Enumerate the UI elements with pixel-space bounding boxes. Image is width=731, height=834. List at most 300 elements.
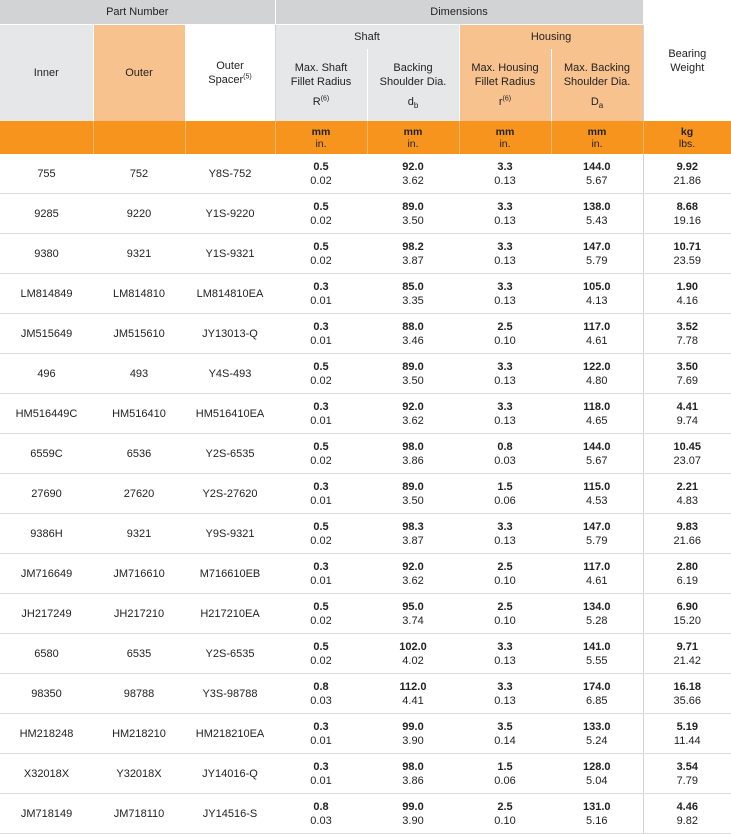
bearing-weight-cell bbox=[643, 634, 731, 674]
housing-fillet-cell-imperial: 0.13 bbox=[494, 654, 516, 667]
outer-spacer-header bbox=[185, 25, 275, 122]
housing-backing-cell-metric: 115.0 bbox=[583, 480, 611, 493]
bearing-weight-cell bbox=[643, 274, 731, 314]
outer-part-cell: JM515610 bbox=[93, 314, 185, 354]
bearing-weight-cell-metric: 2.21 bbox=[676, 480, 698, 493]
outer-spacer-cell: JY14516-S bbox=[185, 794, 275, 834]
housing-fillet-cell-metric: 2.5 bbox=[497, 600, 513, 613]
bearing-weight-label-1: Bearing bbox=[668, 47, 707, 60]
outer-spacer-cell: JY14016-Q bbox=[185, 754, 275, 794]
shaft-fillet-cell bbox=[275, 514, 367, 554]
housing-backing-cell-imperial: 4.61 bbox=[586, 334, 608, 347]
shaft-backing-symbol: d bbox=[407, 96, 414, 108]
housing-fillet-cell-imperial: 0.13 bbox=[494, 174, 516, 187]
housing-backing-cell-metric: 138.0 bbox=[583, 200, 611, 213]
outer-part-cell: 6535 bbox=[93, 634, 185, 674]
shaft-backing-cell-metric: 85.0 bbox=[402, 280, 424, 293]
bearing-weight-cell-imperial: 15.20 bbox=[673, 614, 702, 627]
housing-backing-cell-imperial: 5.43 bbox=[586, 214, 608, 227]
shaft-backing-cell-imperial: 3.50 bbox=[402, 374, 424, 387]
housing-fillet-header bbox=[459, 49, 551, 121]
outer-spacer-note: (5) bbox=[243, 73, 252, 81]
shaft-backing-cell-metric: 99.0 bbox=[402, 800, 424, 813]
bearing-weight-cell bbox=[643, 154, 731, 194]
shaft-fillet-note: (6) bbox=[320, 95, 330, 103]
housing-backing-cell-imperial: 5.24 bbox=[586, 734, 608, 747]
housing-fillet-label-2: Fillet Radius bbox=[474, 76, 536, 88]
housing-fillet-cell-imperial: 0.10 bbox=[494, 814, 516, 827]
shaft-backing-cell-imperial: 3.35 bbox=[402, 294, 424, 307]
housing-fillet-cell-metric: 3.3 bbox=[497, 400, 513, 413]
shaft-fillet-cell-imperial: 0.02 bbox=[310, 374, 332, 387]
inner-header: Inner bbox=[0, 25, 93, 122]
housing-backing-cell-imperial: 5.79 bbox=[586, 534, 608, 547]
table-row bbox=[0, 554, 731, 594]
housing-fillet-cell-metric: 3.3 bbox=[497, 200, 513, 213]
outer-spacer-cell: HM516410EA bbox=[185, 394, 275, 434]
housing-fillet-cell-imperial: 0.10 bbox=[494, 614, 516, 627]
housing-fillet-note: (6) bbox=[502, 95, 512, 103]
inner-part-cell: 6580 bbox=[0, 634, 93, 674]
units-inner bbox=[0, 121, 93, 154]
shaft-backing-cell-metric: 99.0 bbox=[402, 720, 424, 733]
housing-fillet-cell-imperial: 0.14 bbox=[494, 734, 516, 747]
table-row bbox=[0, 714, 731, 754]
housing-backing-cell bbox=[551, 634, 643, 674]
inner-part-cell: 98350 bbox=[0, 674, 93, 714]
housing-backing-sub: a bbox=[598, 101, 604, 111]
bearing-weight-cell bbox=[643, 514, 731, 554]
bearing-weight-cell bbox=[643, 354, 731, 394]
bearing-weight-cell bbox=[643, 594, 731, 634]
bearing-weight-cell-imperial: 7.78 bbox=[676, 334, 698, 347]
table-row bbox=[0, 354, 731, 394]
shaft-backing-cell-metric: 98.0 bbox=[402, 760, 424, 773]
housing-fillet-cell bbox=[459, 754, 551, 794]
outer-spacer-label-2: Spacer bbox=[208, 74, 244, 86]
housing-fillet-cell bbox=[459, 194, 551, 234]
bearing-weight-cell-imperial: 21.86 bbox=[673, 174, 702, 187]
table-row bbox=[0, 794, 731, 834]
housing-fillet-cell-metric: 3.3 bbox=[497, 680, 513, 693]
table-row bbox=[0, 434, 731, 474]
table-row bbox=[0, 474, 731, 514]
housing-backing-cell bbox=[551, 234, 643, 274]
housing-backing-cell-imperial: 5.79 bbox=[586, 254, 608, 267]
housing-backing-cell-imperial: 5.28 bbox=[586, 614, 608, 627]
shaft-backing-cell-metric: 89.0 bbox=[402, 200, 424, 213]
outer-part-cell: 493 bbox=[93, 354, 185, 394]
bearing-weight-cell-metric: 4.46 bbox=[676, 800, 698, 813]
units-row bbox=[0, 121, 731, 154]
shaft-backing-cell-imperial: 3.62 bbox=[402, 414, 424, 427]
housing-fillet-cell-metric: 3.3 bbox=[497, 160, 513, 173]
shaft-backing-cell bbox=[367, 794, 459, 834]
housing-backing-label-1: Max. Backing bbox=[564, 62, 631, 74]
housing-backing-cell-metric: 134.0 bbox=[583, 600, 611, 613]
shaft-fillet-cell-imperial: 0.03 bbox=[310, 814, 332, 827]
housing-backing-cell-metric: 105.0 bbox=[583, 280, 611, 293]
shaft-fillet-cell-metric: 0.3 bbox=[313, 280, 329, 293]
outer-spacer-cell: JY13013-Q bbox=[185, 314, 275, 354]
housing-fillet-cell bbox=[459, 554, 551, 594]
bearing-weight-cell bbox=[643, 674, 731, 714]
housing-backing-cell-imperial: 4.80 bbox=[586, 374, 608, 387]
table-row bbox=[0, 274, 731, 314]
inner-part-cell: JM515649 bbox=[0, 314, 93, 354]
housing-fillet-cell-imperial: 0.13 bbox=[494, 254, 516, 267]
outer-header: Outer bbox=[93, 25, 185, 122]
bearing-weight-cell bbox=[643, 794, 731, 834]
housing-fillet-cell-imperial: 0.06 bbox=[494, 774, 516, 787]
shaft-fillet-cell-imperial: 0.01 bbox=[310, 334, 332, 347]
housing-fillet-cell bbox=[459, 154, 551, 194]
bearing-weight-cell-imperial: 4.83 bbox=[676, 494, 698, 507]
housing-backing-cell bbox=[551, 794, 643, 834]
outer-part-cell: HM218210 bbox=[93, 714, 185, 754]
shaft-backing-cell bbox=[367, 474, 459, 514]
bearing-weight-cell bbox=[643, 234, 731, 274]
shaft-fillet-cell bbox=[275, 674, 367, 714]
outer-spacer-cell: H217210EA bbox=[185, 594, 275, 634]
bearing-weight-cell-metric: 3.52 bbox=[676, 320, 698, 333]
table-row bbox=[0, 394, 731, 434]
shaft-fillet-cell bbox=[275, 314, 367, 354]
housing-fillet-cell-imperial: 0.03 bbox=[494, 454, 516, 467]
shaft-backing-cell-imperial: 3.87 bbox=[402, 534, 424, 547]
bearing-weight-cell-imperial: 23.07 bbox=[673, 454, 702, 467]
shaft-fillet-cell bbox=[275, 194, 367, 234]
shaft-fillet-cell-metric: 0.5 bbox=[313, 600, 329, 613]
outer-spacer-cell: Y1S-9220 bbox=[185, 194, 275, 234]
housing-fillet-cell bbox=[459, 274, 551, 314]
housing-backing-cell-metric: 141.0 bbox=[583, 640, 611, 653]
bearing-weight-cell-imperial: 4.16 bbox=[676, 294, 698, 307]
shaft-backing-cell bbox=[367, 234, 459, 274]
housing-backing-cell-imperial: 6.85 bbox=[586, 694, 608, 707]
shaft-backing-cell-imperial: 3.86 bbox=[402, 454, 424, 467]
outer-part-cell: Y32018X bbox=[93, 754, 185, 794]
bearing-weight-cell bbox=[643, 554, 731, 594]
outer-part-cell: JM716610 bbox=[93, 554, 185, 594]
housing-fillet-cell-imperial: 0.13 bbox=[494, 694, 516, 707]
inner-part-cell: 9380 bbox=[0, 234, 93, 274]
table-row bbox=[0, 674, 731, 714]
shaft-fillet-cell-imperial: 0.01 bbox=[310, 294, 332, 307]
shaft-fillet-cell bbox=[275, 394, 367, 434]
housing-fillet-cell bbox=[459, 314, 551, 354]
inner-part-cell: HM516449C bbox=[0, 394, 93, 434]
housing-backing-cell-metric: 144.0 bbox=[583, 440, 611, 453]
housing-backing-cell-imperial: 5.16 bbox=[586, 814, 608, 827]
shaft-backing-cell-metric: 89.0 bbox=[402, 360, 424, 373]
shaft-backing-cell-metric: 92.0 bbox=[402, 560, 424, 573]
shaft-backing-cell bbox=[367, 154, 459, 194]
housing-fillet-cell bbox=[459, 634, 551, 674]
housing-backing-cell bbox=[551, 314, 643, 354]
housing-fillet-cell-imperial: 0.13 bbox=[494, 534, 516, 547]
housing-backing-cell-metric: 117.0 bbox=[583, 320, 611, 333]
outer-part-cell: 9321 bbox=[93, 234, 185, 274]
housing-fillet-cell-metric: 2.5 bbox=[497, 560, 513, 573]
inner-part-cell: 27690 bbox=[0, 474, 93, 514]
housing-backing-cell-metric: 147.0 bbox=[583, 240, 611, 253]
inner-part-cell: 6559C bbox=[0, 434, 93, 474]
outer-spacer-cell: Y4S-493 bbox=[185, 354, 275, 394]
outer-spacer-cell: Y2S-27620 bbox=[185, 474, 275, 514]
outer-part-cell: JM718110 bbox=[93, 794, 185, 834]
shaft-backing-cell-imperial: 3.74 bbox=[402, 614, 424, 627]
outer-spacer-cell: HM218210EA bbox=[185, 714, 275, 754]
housing-backing-cell-imperial: 4.65 bbox=[586, 414, 608, 427]
housing-fillet-cell-imperial: 0.13 bbox=[494, 374, 516, 387]
inner-part-cell: JM718149 bbox=[0, 794, 93, 834]
shaft-backing-cell-metric: 92.0 bbox=[402, 160, 424, 173]
outer-part-cell: 9220 bbox=[93, 194, 185, 234]
units-outer bbox=[93, 121, 185, 154]
shaft-fillet-cell bbox=[275, 714, 367, 754]
housing-backing-cell-imperial: 5.04 bbox=[586, 774, 608, 787]
shaft-backing-cell bbox=[367, 754, 459, 794]
dimensions-header: Dimensions bbox=[275, 0, 643, 25]
housing-backing-cell bbox=[551, 714, 643, 754]
shaft-fillet-cell bbox=[275, 434, 367, 474]
shaft-fillet-cell bbox=[275, 234, 367, 274]
housing-fillet-cell-imperial: 0.10 bbox=[494, 574, 516, 587]
shaft-backing-cell bbox=[367, 194, 459, 234]
housing-backing-cell-metric: 118.0 bbox=[583, 400, 611, 413]
housing-fillet-cell-metric: 3.3 bbox=[497, 280, 513, 293]
shaft-fillet-cell bbox=[275, 794, 367, 834]
housing-fillet-label-1: Max. Housing bbox=[471, 62, 539, 74]
housing-fillet-cell-imperial: 0.10 bbox=[494, 334, 516, 347]
outer-spacer-cell: Y2S-6535 bbox=[185, 634, 275, 674]
shaft-backing-label-2: Shoulder Dia. bbox=[379, 76, 447, 88]
units-housing-fillet: mm in. bbox=[459, 121, 551, 154]
outer-part-cell: 27620 bbox=[93, 474, 185, 514]
housing-header: Housing bbox=[459, 25, 643, 50]
inner-part-cell: X32018X bbox=[0, 754, 93, 794]
shaft-backing-cell-imperial: 3.86 bbox=[402, 774, 424, 787]
shaft-backing-cell-imperial: 3.50 bbox=[402, 494, 424, 507]
shaft-backing-cell-imperial: 3.87 bbox=[402, 254, 424, 267]
shaft-fillet-cell-metric: 0.3 bbox=[313, 320, 329, 333]
housing-backing-cell-imperial: 4.13 bbox=[586, 294, 608, 307]
bearing-weight-cell-imperial: 9.82 bbox=[676, 814, 698, 827]
housing-fillet-cell-imperial: 0.06 bbox=[494, 494, 516, 507]
bearing-weight-cell-metric: 6.90 bbox=[676, 600, 698, 613]
housing-backing-cell-metric: 144.0 bbox=[583, 160, 611, 173]
shaft-fillet-cell-metric: 0.3 bbox=[313, 720, 329, 733]
bearing-weight-cell-metric: 3.54 bbox=[676, 760, 698, 773]
shaft-backing-cell bbox=[367, 274, 459, 314]
housing-fillet-cell bbox=[459, 354, 551, 394]
bearing-weight-cell-metric: 2.80 bbox=[676, 560, 698, 573]
shaft-fillet-cell-imperial: 0.01 bbox=[310, 734, 332, 747]
inner-part-cell: 496 bbox=[0, 354, 93, 394]
shaft-backing-cell-imperial: 3.50 bbox=[402, 214, 424, 227]
bearing-weight-cell-metric: 3.50 bbox=[676, 360, 698, 373]
outer-part-cell: LM814810 bbox=[93, 274, 185, 314]
units-weight: kg lbs. bbox=[643, 121, 731, 154]
housing-fillet-cell bbox=[459, 714, 551, 754]
housing-backing-cell bbox=[551, 434, 643, 474]
bearing-weight-cell-imperial: 35.66 bbox=[673, 694, 702, 707]
housing-backing-cell-imperial: 4.61 bbox=[586, 574, 608, 587]
shaft-fillet-cell-metric: 0.5 bbox=[313, 520, 329, 533]
outer-part-cell: 752 bbox=[93, 154, 185, 194]
shaft-backing-cell bbox=[367, 634, 459, 674]
shaft-fillet-cell-metric: 0.5 bbox=[313, 440, 329, 453]
units-spacer bbox=[185, 121, 275, 154]
shaft-fillet-label-2: Fillet Radius bbox=[290, 76, 352, 88]
shaft-backing-cell bbox=[367, 394, 459, 434]
bearing-weight-cell-metric: 16.18 bbox=[673, 680, 702, 693]
shaft-fillet-cell bbox=[275, 594, 367, 634]
housing-backing-cell bbox=[551, 394, 643, 434]
outer-part-cell: 98788 bbox=[93, 674, 185, 714]
shaft-backing-cell bbox=[367, 554, 459, 594]
outer-spacer-cell: Y2S-6535 bbox=[185, 434, 275, 474]
outer-spacer-cell: M716610EB bbox=[185, 554, 275, 594]
inner-part-cell: 9285 bbox=[0, 194, 93, 234]
housing-backing-cell-metric: 128.0 bbox=[583, 760, 611, 773]
bearing-weight-cell-metric: 9.71 bbox=[676, 640, 698, 653]
shaft-fillet-header bbox=[275, 49, 367, 121]
shaft-fillet-cell-imperial: 0.02 bbox=[310, 654, 332, 667]
shaft-fillet-cell-imperial: 0.02 bbox=[310, 254, 332, 267]
inner-part-cell: JM716649 bbox=[0, 554, 93, 594]
bearing-weight-cell-metric: 1.90 bbox=[676, 280, 698, 293]
outer-part-cell: JH217210 bbox=[93, 594, 185, 634]
shaft-backing-cell-metric: 98.2 bbox=[402, 240, 424, 253]
shaft-backing-cell-metric: 98.0 bbox=[402, 440, 424, 453]
housing-backing-cell bbox=[551, 354, 643, 394]
units-shaft-backing: mm in. bbox=[367, 121, 459, 154]
bearing-weight-header bbox=[643, 0, 731, 121]
shaft-backing-cell bbox=[367, 314, 459, 354]
housing-fillet-symbol: r bbox=[498, 96, 503, 108]
shaft-backing-cell-imperial: 4.41 bbox=[402, 694, 424, 707]
shaft-backing-cell bbox=[367, 594, 459, 634]
shaft-backing-cell-metric: 98.3 bbox=[402, 520, 424, 533]
housing-backing-cell bbox=[551, 154, 643, 194]
bearing-weight-cell bbox=[643, 394, 731, 434]
housing-backing-cell-metric: 122.0 bbox=[583, 360, 611, 373]
shaft-fillet-cell bbox=[275, 634, 367, 674]
housing-fillet-cell-metric: 3.3 bbox=[497, 240, 513, 253]
table-row bbox=[0, 154, 731, 194]
shaft-backing-cell-metric: 95.0 bbox=[402, 600, 424, 613]
shaft-fillet-cell-metric: 0.8 bbox=[313, 800, 329, 813]
outer-spacer-cell: LM814810EA bbox=[185, 274, 275, 314]
outer-part-cell: 9321 bbox=[93, 514, 185, 554]
bearing-weight-cell-imperial: 21.66 bbox=[673, 534, 702, 547]
shaft-fillet-cell bbox=[275, 754, 367, 794]
housing-backing-label-2: Shoulder Dia. bbox=[563, 76, 631, 88]
housing-fillet-cell bbox=[459, 674, 551, 714]
part-number-header: Part Number bbox=[0, 0, 275, 25]
table-row bbox=[0, 754, 731, 794]
bearing-weight-cell bbox=[643, 754, 731, 794]
bearing-weight-cell-metric: 4.41 bbox=[676, 400, 698, 413]
table-row bbox=[0, 314, 731, 354]
shaft-backing-cell-metric: 112.0 bbox=[399, 680, 427, 693]
housing-backing-cell bbox=[551, 474, 643, 514]
shaft-fillet-cell-imperial: 0.02 bbox=[310, 174, 332, 187]
housing-fillet-cell-imperial: 0.13 bbox=[494, 214, 516, 227]
bearing-weight-cell bbox=[643, 714, 731, 754]
shaft-fillet-label-1: Max. Shaft bbox=[294, 62, 348, 74]
housing-fillet-cell-imperial: 0.13 bbox=[494, 294, 516, 307]
shaft-fillet-cell-imperial: 0.02 bbox=[310, 534, 332, 547]
shaft-fillet-cell bbox=[275, 474, 367, 514]
shaft-fillet-cell-imperial: 0.02 bbox=[310, 214, 332, 227]
shaft-backing-cell-imperial: 3.62 bbox=[402, 174, 424, 187]
housing-backing-cell bbox=[551, 594, 643, 634]
outer-part-cell: 6536 bbox=[93, 434, 185, 474]
housing-backing-cell-imperial: 5.67 bbox=[586, 454, 608, 467]
bearing-weight-cell bbox=[643, 474, 731, 514]
shaft-backing-cell-metric: 92.0 bbox=[402, 400, 424, 413]
shaft-backing-cell-imperial: 4.02 bbox=[402, 654, 424, 667]
shaft-backing-cell-metric: 102.0 bbox=[399, 640, 427, 653]
shaft-fillet-cell-imperial: 0.01 bbox=[310, 494, 332, 507]
bearing-weight-cell-imperial: 9.74 bbox=[676, 414, 698, 427]
bearing-weight-cell-imperial: 6.19 bbox=[676, 574, 698, 587]
shaft-fillet-cell-metric: 0.5 bbox=[313, 360, 329, 373]
housing-fillet-cell-metric: 3.3 bbox=[497, 360, 513, 373]
housing-fillet-cell-metric: 2.5 bbox=[497, 320, 513, 333]
bearing-weight-cell-metric: 10.45 bbox=[673, 440, 702, 453]
table-row bbox=[0, 194, 731, 234]
shaft-fillet-cell-metric: 0.5 bbox=[313, 160, 329, 173]
bearing-weight-cell-metric: 8.68 bbox=[676, 200, 698, 213]
housing-backing-cell bbox=[551, 754, 643, 794]
shaft-fillet-cell-imperial: 0.03 bbox=[310, 694, 332, 707]
shaft-backing-cell bbox=[367, 514, 459, 554]
table-body bbox=[0, 154, 731, 834]
table-row bbox=[0, 514, 731, 554]
housing-fillet-cell-metric: 3.3 bbox=[497, 640, 513, 653]
bearing-weight-cell-imperial: 7.79 bbox=[676, 774, 698, 787]
housing-backing-cell-imperial: 5.67 bbox=[586, 174, 608, 187]
shaft-fillet-cell bbox=[275, 554, 367, 594]
shaft-fillet-cell-metric: 0.5 bbox=[313, 640, 329, 653]
shaft-backing-cell-metric: 89.0 bbox=[402, 480, 424, 493]
housing-fillet-cell-metric: 1.5 bbox=[497, 480, 513, 493]
outer-spacer-cell: Y8S-752 bbox=[185, 154, 275, 194]
shaft-backing-cell bbox=[367, 674, 459, 714]
table-row bbox=[0, 234, 731, 274]
shaft-fillet-cell-metric: 0.8 bbox=[313, 680, 329, 693]
shaft-backing-sub: b bbox=[413, 101, 419, 111]
inner-part-cell: LM814849 bbox=[0, 274, 93, 314]
bearing-weight-cell-metric: 10.71 bbox=[673, 240, 702, 253]
shaft-backing-cell bbox=[367, 354, 459, 394]
housing-backing-cell-metric: 147.0 bbox=[583, 520, 611, 533]
housing-fillet-cell-metric: 0.8 bbox=[497, 440, 513, 453]
housing-fillet-cell-metric: 3.3 bbox=[497, 520, 513, 533]
housing-backing-cell-imperial: 4.53 bbox=[586, 494, 608, 507]
outer-part-cell: HM516410 bbox=[93, 394, 185, 434]
bearing-weight-cell-imperial: 11.44 bbox=[673, 734, 701, 747]
shaft-backing-label-1: Backing bbox=[393, 62, 433, 74]
bearing-weight-cell bbox=[643, 194, 731, 234]
shaft-fillet-cell-metric: 0.3 bbox=[313, 560, 329, 573]
housing-fillet-cell bbox=[459, 474, 551, 514]
housing-backing-cell bbox=[551, 274, 643, 314]
